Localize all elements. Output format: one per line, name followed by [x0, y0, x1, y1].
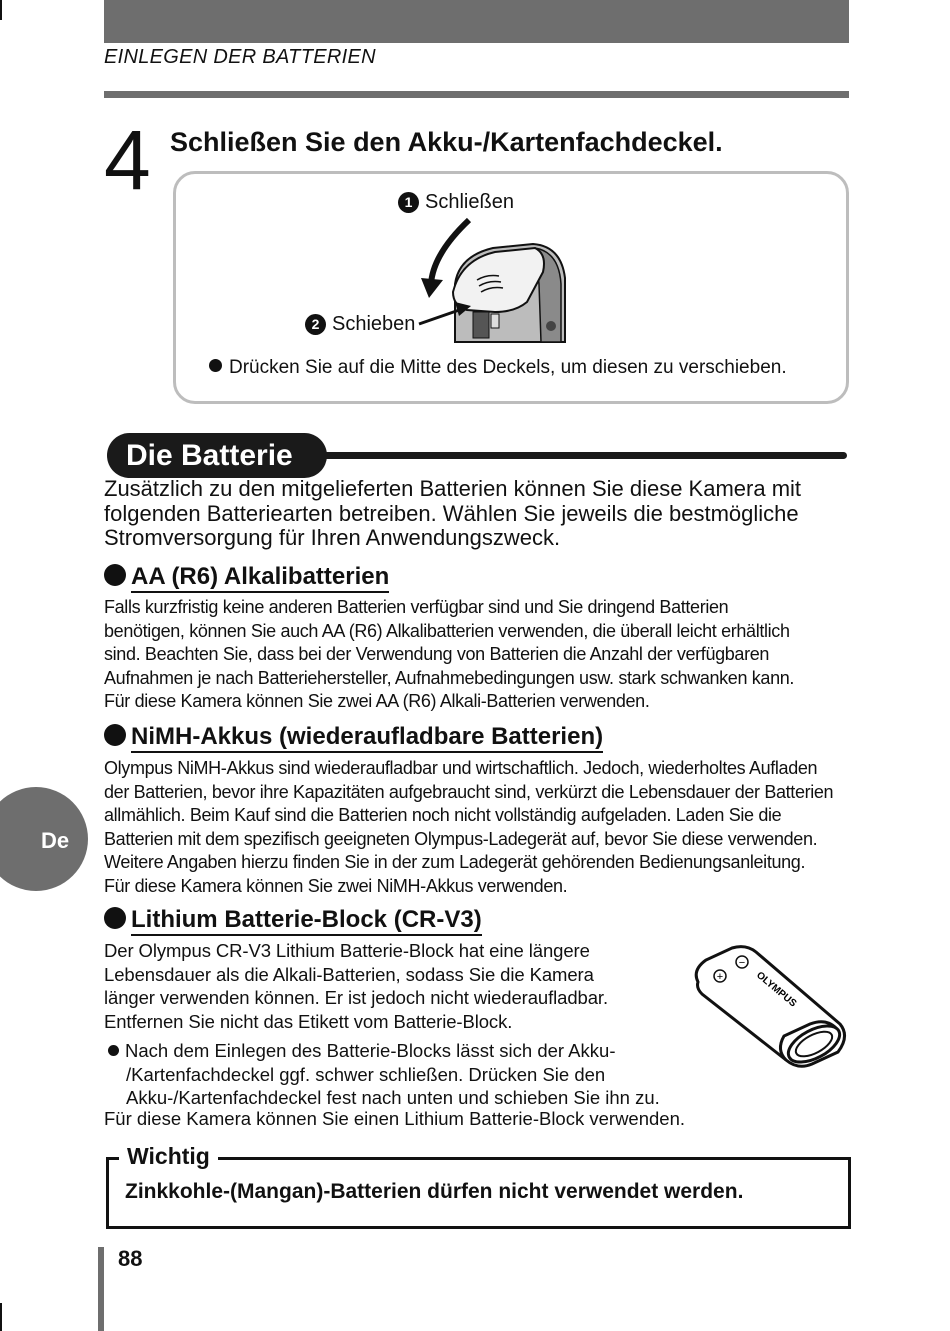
section-title-line [310, 452, 847, 459]
lithium-battery-illustration [690, 942, 852, 1070]
important-label: Wichtig [119, 1143, 218, 1170]
paragraph-nimh: Olympus NiMH-Akkus sind wiederaufladbar und wirtschaftlich. Jedoch, wiederholtes Aufladen der Batterien, bevor ihre Kapazitäten aufgebraucht sind, verkürzt die Lebensdauer der Batterien allmählich. Beim Kauf sind die Batterien noch nicht vollständig aufgeladen. Laden Sie die Batterien mit dem spezifisch geeigneten Olympus-Ladegerät auf, bevor Sie diese verwenden. Weitere Angaben hierzu finden Sie in der zum Ladegerät gehörenden Bedienungsanleitung. Für diese Kamera können Sie zwei NiMH-Akkus verwenden. [104, 758, 834, 896]
heading-nimh: NiMH-Akkus (wiederaufladbare Batterien) [104, 723, 603, 751]
step-number: 4 [104, 113, 151, 207]
section-title: Die Batterie [107, 433, 327, 478]
header-bar [104, 0, 849, 43]
bullet-icon [104, 564, 126, 586]
important-text: Zinkkohle-(Mangan)-Batterien dürfen nicht verwendet werden. [125, 1180, 744, 1203]
battery-plus-label: + [716, 971, 724, 983]
battery-brand: OLYMPUS [754, 969, 799, 1010]
bullet-icon [104, 724, 126, 746]
language-tab: De [0, 787, 88, 891]
section-header: EINLEGEN DER BATTERIEN [104, 46, 376, 68]
bullet-icon [108, 1045, 119, 1056]
crop-mark [0, 1303, 2, 1331]
header-rule [104, 91, 849, 98]
bullet-icon [209, 359, 222, 372]
page-number: 88 [118, 1246, 143, 1271]
battery-minus-label: − [738, 957, 746, 969]
paragraph-aa: Falls kurzfristig keine anderen Batterien verfügbar sind und Sie dringend Batterien benötigen, können Sie auch AA (R6) Alkalibatterien verwenden, die überall leicht erhältlich sind. Beachten Sie, dass bei der Verwendung von Batterien die Anzahl der verfügbaren Aufnahmen je nach Batteriehersteller, Aufnahmebedingungen usw. stark schwanken kann. Für diese Kamera können Sie zwei AA (R6) Alkali-Batterien verwenden. [104, 597, 795, 711]
lithium-final: Für diese Kamera können Sie einen Lithium Batterie-Block verwenden. [104, 1108, 686, 1129]
figure-label-slide: 2 Schieben [305, 313, 415, 336]
bullet-icon [104, 907, 126, 929]
step-marker: 1 [398, 192, 419, 213]
heading-lithium: Lithium Batterie-Block (CR-V3) [104, 906, 482, 934]
page-bar [98, 1247, 104, 1331]
camera-cover-illustration [415, 214, 575, 344]
figure-label-close: 1 Schließen [398, 191, 514, 214]
crop-mark [0, 0, 2, 20]
heading-aa: AA (R6) Alkalibatterien [104, 563, 389, 591]
intro-paragraph: Zusätzlich zu den mitgelieferten Batterien können Sie diese Kamera mit folgenden Batteriearten betreiben. Wählen Sie jeweils die bestmögliche Stromversorgung für Ihren Anwendungszweck. [104, 476, 802, 550]
figure-note: Drücken Sie auf die Mitte des Deckels, um diesen zu verschieben. [209, 357, 787, 379]
lithium-note: Nach dem Einlegen des Batterie-Blocks lässt sich der Akku- /Kartenfachdeckel ggf. schwer schließen. Drücken Sie den Akku-/Kartenfachdeckel fest nach unten und schieben Sie ihn zu. [108, 1039, 660, 1110]
step-marker: 2 [305, 314, 326, 335]
paragraph-lithium: Der Olympus CR-V3 Lithium Batterie-Block hat eine längere Lebensdauer als die Alkali-Batterien, sodass Sie die Kamera länger verwenden können. Er ist jedoch nicht wiederaufladbar. Entfernen Sie nicht das Etikett vom Batterie-Block. [104, 940, 608, 1032]
step-title: Schließen Sie den Akku-/Kartenfachdeckel. [170, 127, 723, 157]
